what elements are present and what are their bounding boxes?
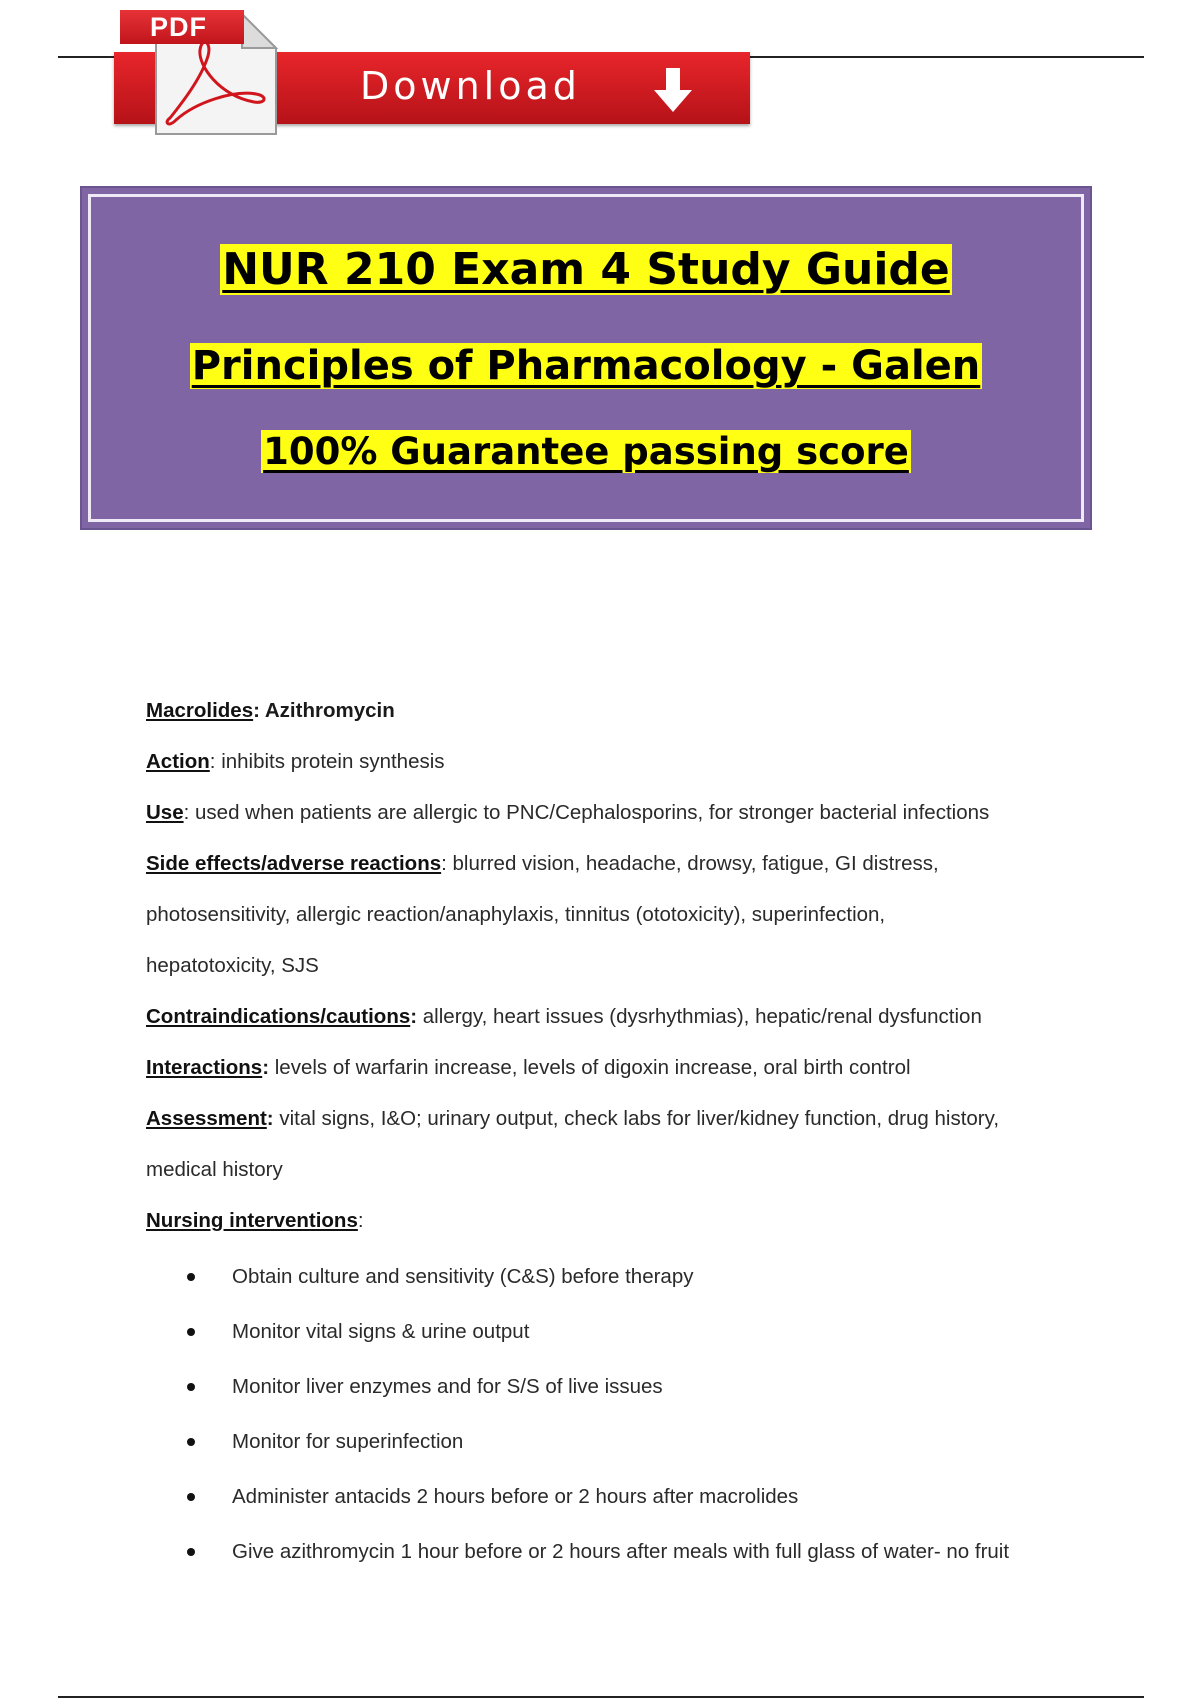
- list-item: Monitor liver enzymes and for S/S of live issues: [182, 1372, 1082, 1427]
- action-value: inhibits protein synthesis: [221, 750, 445, 773]
- assessment-line: Assessment: vital signs, I&O; urinary output, check labs for liver/kidney function, drug history,: [146, 1107, 1000, 1130]
- side-effects-continued-2: hepatotoxicity, SJS: [146, 954, 319, 977]
- contraindications-line: Contraindications/cautions: allergy, heart issues (dysrhythmias), hepatic/renal dysfunction: [146, 1005, 982, 1028]
- contraindications-value: allergy, heart issues (dysrhythmias), hepatic/renal dysfunction: [422, 1005, 982, 1028]
- list-item: Administer antacids 2 hours before or 2 hours after macrolides: [182, 1482, 1082, 1537]
- assessment-value: vital signs, I&O; urinary output, check labs for liver/kidney function, drug history,: [279, 1107, 1000, 1130]
- use-value: used when patients are allergic to PNC/Cephalosporins, for stronger bacterial infections: [195, 801, 990, 824]
- bullet-icon: [182, 1378, 200, 1396]
- list-item: Give azithromycin 1 hour before or 2 hours after meals with full glass of water- no fruit: [182, 1537, 1082, 1592]
- list-item: Monitor for superinfection: [182, 1427, 1082, 1482]
- bullet-icon: [182, 1543, 200, 1561]
- download-label[interactable]: Download: [360, 64, 581, 108]
- drug-class-value: Azithromycin: [264, 699, 395, 722]
- side-effects-line: Side effects/adverse reactions: blurred vision, headache, drowsy, fatigue, GI distress,: [146, 852, 939, 875]
- bullet-icon: [182, 1323, 200, 1341]
- arrow-down-icon[interactable]: [650, 66, 696, 114]
- nursing-interventions-heading: Nursing interventions:: [146, 1209, 364, 1232]
- list-item: Monitor vital signs & urine output: [182, 1317, 1082, 1372]
- side-effects-value: blurred vision, headache, drowsy, fatigue, GI distress,: [452, 852, 939, 875]
- bullet-icon: [182, 1488, 200, 1506]
- nursing-interventions-list: [182, 1262, 1082, 1592]
- side-effects-label: Side effects/adverse reactions: [146, 852, 442, 875]
- nursing-interventions-label: Nursing interventions: [146, 1209, 358, 1232]
- bullet-icon: [182, 1268, 200, 1286]
- use-line: Use: used when patients are allergic to PNC/Cephalosporins, for stronger bacterial infections: [146, 801, 990, 824]
- drug-class-label: Macrolides: [146, 699, 254, 722]
- list-item: Obtain culture and sensitivity (C&S) before therapy: [182, 1262, 1082, 1317]
- interactions-line: Interactions: levels of warfarin increase, levels of digoxin increase, oral birth control: [146, 1056, 911, 1079]
- action-line: Action: inhibits protein synthesis: [146, 750, 445, 773]
- action-label: Action: [146, 750, 210, 773]
- assessment-label: Assessment: [146, 1107, 267, 1130]
- bottom-rule: [58, 1696, 1144, 1698]
- assessment-continued: medical history: [146, 1158, 283, 1181]
- doc-tagline: 100% Guarantee passing score: [263, 430, 909, 473]
- pdf-label: PDF: [120, 10, 244, 44]
- contraindications-label: Contraindications/cautions: [146, 1005, 411, 1028]
- use-label: Use: [146, 801, 184, 824]
- interactions-value: levels of warfarin increase, levels of digoxin increase, oral birth control: [274, 1056, 911, 1079]
- bullet-icon: [182, 1433, 200, 1451]
- interactions-label: Interactions: [146, 1056, 263, 1079]
- doc-title: NUR 210 Exam 4 Study Guide: [222, 244, 950, 295]
- study-notes: [146, 696, 1096, 1257]
- doc-subtitle: Principles of Pharmacology - Galen: [191, 343, 981, 389]
- title-panel: [80, 186, 1092, 530]
- side-effects-continued: photosensitivity, allergic reaction/anaphylaxis, tinnitus (ototoxicity), superinfection,: [146, 903, 886, 926]
- drug-class-line: Macrolides: Azithromycin: [146, 699, 395, 722]
